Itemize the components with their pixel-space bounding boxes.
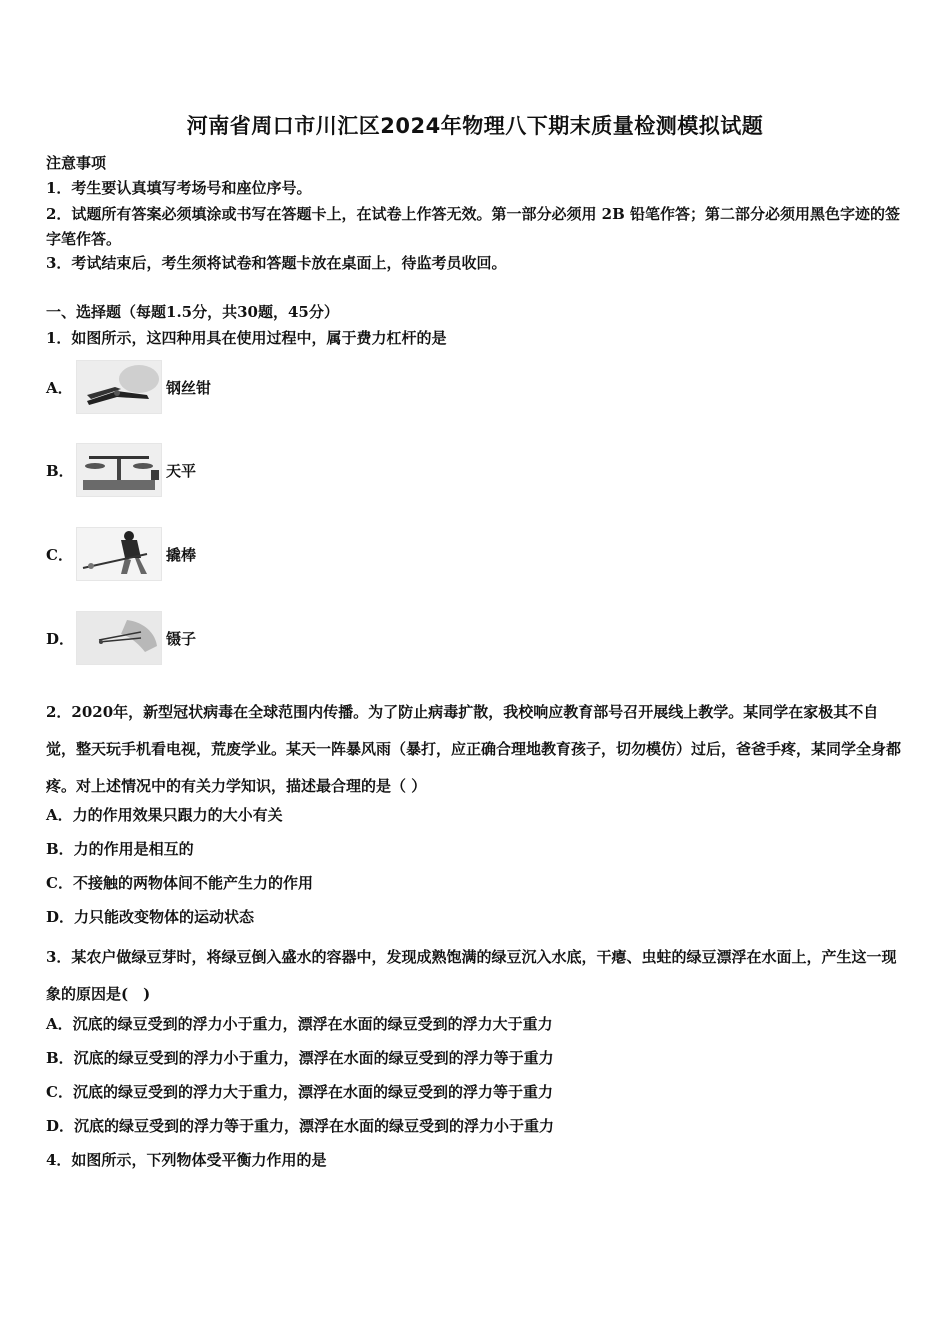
notice-item-2: 2．试题所有答案必须填涂或书写在答题卡上，在试卷上作答无效。第一部分必须用 2B 铅笔作答；第二部分必须用黑色字迹的签字笔作答。 — [46, 205, 901, 248]
question-3-option-b: B．沉底的绿豆受到的浮力小于重力，漂浮在水面的绿豆受到的浮力等于重力 — [46, 1049, 554, 1067]
question-3-option-a: A．沉底的绿豆受到的浮力小于重力，漂浮在水面的绿豆受到的浮力大于重力 — [46, 1015, 553, 1033]
option-label: 撬棒 — [166, 545, 197, 564]
option-label: 镊子 — [166, 629, 197, 648]
question-3-option-c: C．沉底的绿豆受到的浮力大于重力，漂浮在水面的绿豆受到的浮力等于重力 — [46, 1083, 553, 1101]
question-3-option-d: D．沉底的绿豆受到的浮力等于重力，漂浮在水面的绿豆受到的浮力小于重力 — [46, 1117, 555, 1135]
notice-heading: 注意事项 — [46, 154, 107, 172]
crowbar-photo-icon — [76, 527, 162, 581]
question-1-option-a — [46, 357, 211, 417]
option-letter: C． — [46, 545, 73, 564]
notice-item-1: 1．考生要认真填写考场号和座位序号。 — [46, 179, 312, 197]
question-1-stem: 1．如图所示，这四种用具在使用过程中，属于费力杠杆的是 — [46, 329, 447, 347]
option-letter: B． — [46, 461, 74, 480]
notice-item-3: 3．考试结束后，考生须将试卷和答题卡放在桌面上，待监考员收回。 — [46, 254, 507, 272]
question-2-option-a: A．力的作用效果只跟力的大小有关 — [46, 806, 283, 824]
question-1-option-d — [46, 608, 196, 668]
page-title: 河南省周口市川汇区2024年物理八下期末质量检测模拟试题 — [186, 114, 764, 138]
option-letter: A． — [46, 378, 73, 397]
balance-photo-icon — [76, 443, 162, 497]
question-2-option-b: B．力的作用是相互的 — [46, 840, 194, 858]
pliers-photo-icon — [76, 360, 162, 414]
question-4-stem: 4．如图所示，下列物体受平衡力作用的是 — [46, 1151, 327, 1169]
option-label: 钢丝钳 — [166, 378, 212, 397]
question-1-option-c — [46, 524, 196, 584]
section-heading: 一、选择题（每题1.5分，共30题，45分） — [46, 303, 339, 321]
question-2-stem: 2．2020年，新型冠状病毒在全球范围内传播。为了防止病毒扩散，我校响应教育部号召开展线上教学。某同学在家极其不自觉，整天玩手机看电视，荒废学业。某天一阵暴风雨（暴打，应正确合理地教育孩子，切勿模仿）过后，爸爸手疼，某同学全身都疼。对上述情况中的有关力学知识，描述最合理的是（ ） — [46, 703, 902, 795]
option-letter: D． — [46, 629, 75, 648]
question-3-stem: 3．某农户做绿豆芽时，将绿豆倒入盛水的容器中，发现成熟饱满的绿豆沉入水底，干瘪、虫蛀的绿豆漂浮在水面上，产生这一现象的原因是( ) — [46, 948, 897, 1003]
question-1-option-b — [46, 440, 196, 500]
tweezers-photo-icon — [76, 611, 162, 665]
question-2-option-d: D．力只能改变物体的运动状态 — [46, 908, 255, 926]
option-label: 天平 — [166, 461, 197, 480]
question-2-option-c: C．不接触的两物体间不能产生力的作用 — [46, 874, 313, 892]
